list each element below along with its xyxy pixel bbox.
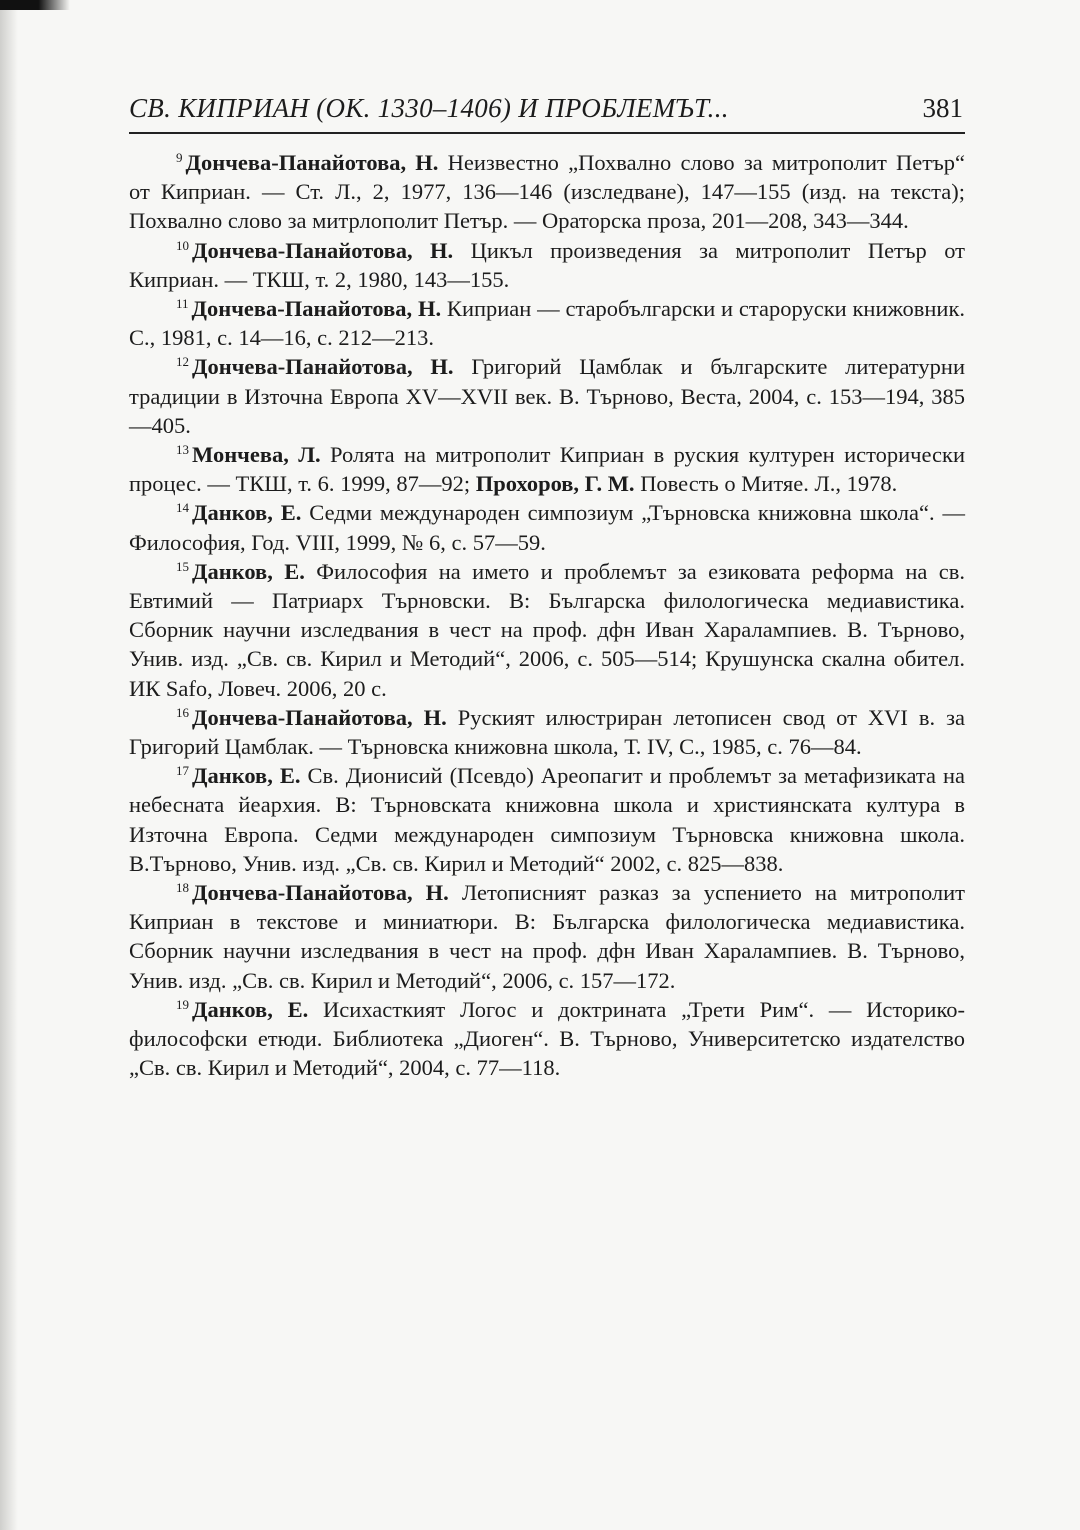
footnote-author: Данков, Е. bbox=[192, 500, 302, 526]
footnote-text: Летописният разказ за успението на митрополит Киприан в текстове и миниатюри. В: Българска филологическа медиавистика. Сборник научни изследвания в чест на проф. дфн Иван Харалампиев. В. Търново, Унив. изд. „Св. св. Кирил и Методий“, 2006, с. 157—172. bbox=[129, 880, 965, 993]
footnote-text: Философия на името и проблемът за езиковата реформа на св. Евтимий — Патриарх Търновски. В: Българска филологическа медиавистика. Сборник научни изследвания в чест на проф. дфн Иван Харалампиев. В. Търново, Унив. изд. „Св. св. Кирил и Методий“, 2006, с. 505—514; Крушунска скална обител. ИК Safo, Ловеч. 2006, 20 с. bbox=[129, 558, 965, 701]
footnote-text: Григорий Цамблак и българските литературни традиции в Източна Европа XV—XVII век. В. Търново, Веста, 2004, с. 153—194, 385—405. bbox=[129, 354, 965, 438]
footnote-author: Данков, Е. bbox=[192, 763, 301, 789]
footnote-12 bbox=[129, 352, 965, 440]
footnote-author: Дончева-Панайотова, Н. bbox=[185, 150, 439, 175]
footnote-text: Руският илюстриран летописен свод от XVI в. за Григорий Цамблак. — Търновска книжовна школа, Т. IV, С., 1985, с. 76—84. bbox=[129, 704, 965, 760]
footnote-9 bbox=[129, 148, 965, 236]
page-header bbox=[129, 88, 965, 134]
footnote-18 bbox=[129, 878, 965, 995]
footnote-number: 17 bbox=[176, 763, 189, 779]
page-edge-shadow bbox=[0, 0, 18, 1530]
footnote-text: Св. Дионисий (Псевдо) Ареопагит и проблемът за метафизиката на небесната йеархия. В: Търновската книжовна школа и християнската култура в Източна Европа. Седми международен симпозиум Търновска книжовна школа. В.Търново, Унив. изд. „Св. св. Кирил и Методий“ 2002, с. 825—838. bbox=[129, 763, 965, 876]
footnote-author: Дончева-Панайотова, Н. bbox=[192, 237, 454, 263]
footnote-text: Ролята на митрополит Киприан в руския културен исторически процес. — ТКШ, т. 6. 1999, 87—92; bbox=[129, 442, 965, 497]
footnote-number: 13 bbox=[176, 442, 189, 458]
footnote-number: 9 bbox=[176, 150, 183, 165]
footnote-text: Киприан — старобългарски и староруски книжовник. С., 1981, с. 14—16, с. 212—213. bbox=[129, 296, 965, 351]
footnote-author: Дончева-Панайотова, Н. bbox=[192, 704, 447, 730]
page-number: 381 bbox=[922, 93, 963, 123]
footnote-text: Седми международен симпозиум „Търновска книжовна школа“. — Философия, Год. VIII, 1999, № 6, с. 57—59. bbox=[129, 500, 965, 555]
footnote-10 bbox=[129, 236, 965, 294]
footnote-number: 11 bbox=[176, 296, 189, 312]
footnote-15 bbox=[129, 557, 965, 703]
footnote-number: 18 bbox=[176, 880, 189, 896]
footnote-author: Данков, Е. bbox=[192, 996, 309, 1022]
footnote-number: 15 bbox=[176, 558, 189, 574]
scan-corner-mark bbox=[0, 0, 70, 10]
running-title: СВ. КИПРИАН (ОК. 1330–1406) И ПРОБЛЕМЪТ... bbox=[129, 93, 729, 123]
footnote-number: 16 bbox=[176, 704, 189, 720]
footnote-author: Дончева-Панайотова, Н. bbox=[192, 880, 449, 906]
footnotes-list bbox=[129, 148, 965, 1083]
footnote-number: 10 bbox=[176, 237, 189, 253]
footnote-author-second: Прохоров, Г. М. bbox=[475, 471, 635, 497]
footnote-text-second: Повесть о Митяе. Л., 1978. bbox=[634, 471, 898, 497]
footnote-text: Цикъл произведения за митрополит Петър от Киприан. — ТКШ, т. 2, 1980, 143—155. bbox=[129, 237, 965, 292]
footnote-17 bbox=[129, 761, 965, 878]
footnote-13 bbox=[129, 440, 965, 498]
footnote-author: Дончева-Панайотова, Н. bbox=[191, 296, 442, 322]
footnote-number: 14 bbox=[176, 500, 189, 516]
footnote-number: 19 bbox=[176, 996, 189, 1012]
footnote-11 bbox=[129, 294, 965, 352]
footnote-text: Неизвестно „Похвално слово за митрополит Петър“ от Киприан. — Ст. Л., 2, 1977, 136—146 (изследване), 147—155 (изд. на текста); Похвално слово за митрлополит Петър. — Ораторска проза, 201—208, 343—344. bbox=[129, 150, 965, 234]
footnote-number: 12 bbox=[176, 354, 189, 370]
footnote-author: Данков, Е. bbox=[192, 558, 305, 584]
footnote-16 bbox=[129, 703, 965, 761]
footnote-19 bbox=[129, 995, 965, 1083]
footnote-author: Дончева-Панайотова, Н. bbox=[192, 354, 454, 380]
footnote-text: Исихасткият Логос и доктрината „Трети Рим“. — Историко-философски етюди. Библиотека „Диоген“. В. Търново, Университетско издателство „Св. св. Кирил и Методий“, 2004, с. 77—118. bbox=[129, 996, 965, 1081]
footnote-14 bbox=[129, 498, 965, 556]
footnote-author: Мончева, Л. bbox=[192, 442, 321, 468]
